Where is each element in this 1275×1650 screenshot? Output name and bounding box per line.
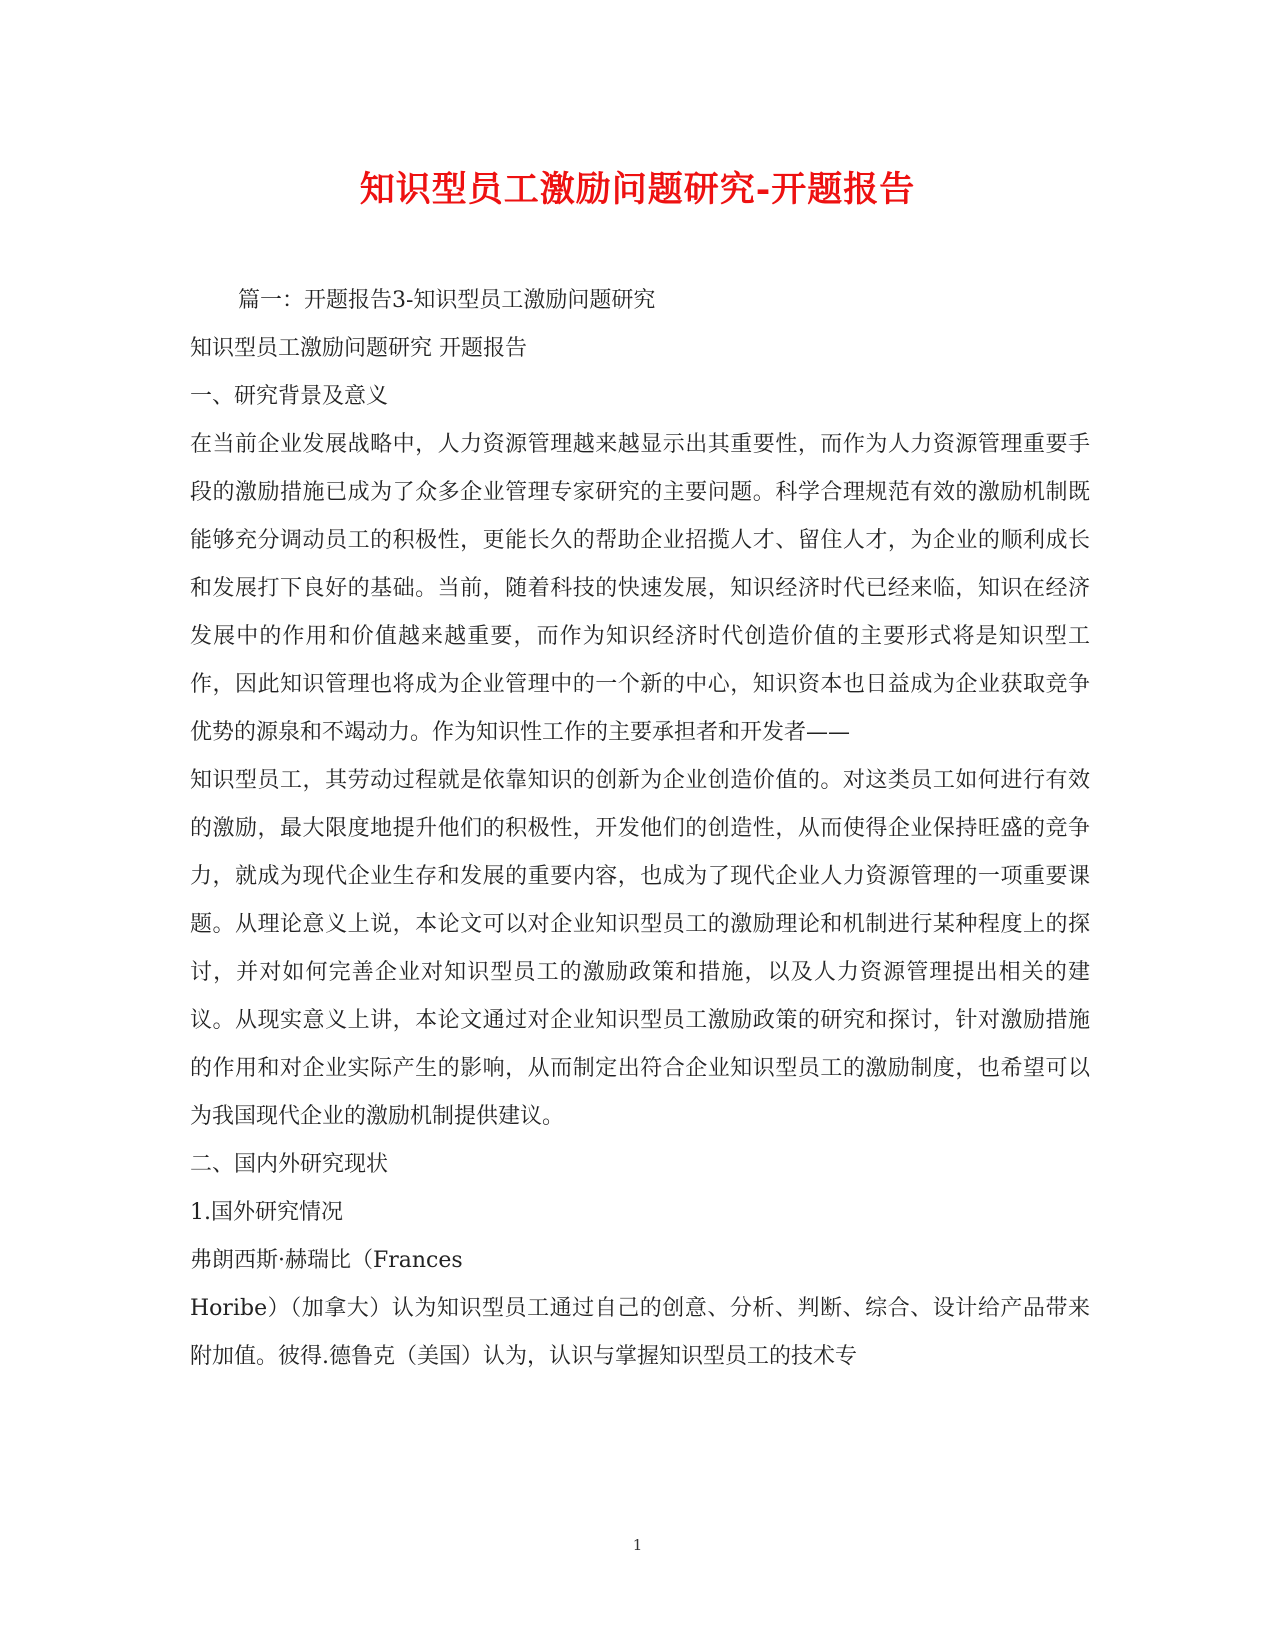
paragraph-knowledge-workers: 知识型员工，其劳动过程就是依靠知识的创新为企业创造价值的。对这类员工如何进行有效的激励，最大限度地提升他们的积极性，开发他们的创造性，从而使得企业保持旺盛的竞争力，就成为现代企业生存和发展的重要内容，也成为了现代企业人力资源管理的一项重要课题。从理论意义上说，本论文可以对企业知识型员工的激励理论和机制进行某种程度上的探讨，并对如何完善企业对知识型员工的激励政策和措施，以及人力资源管理提出相关的建议。从现实意义上讲，本论文通过对企业知识型员工激励政策的研究和探讨，针对激励措施的作用和对企业实际产生的影响，从而制定出符合企业知识型员工的激励制度，也希望可以为我国现代企业的激励机制提供建议。 — [190, 768, 1090, 1129]
paragraph-horibe-continued: Horibe）（加拿大）认为知识型员工通过自己的创意、分析、判断、综合、设计给产品带来附加值。彼得.德鲁克（美国）认为，认识与掌握知识型员工的技术专 — [190, 1296, 1090, 1369]
document-body — [190, 277, 1090, 1381]
section-heading-research-status: 二、国内外研究现状 — [190, 1152, 389, 1177]
section-heading-background: 一、研究背景及意义 — [190, 384, 389, 409]
subsection-heading-foreign-research: 1.国外研究情况 — [190, 1200, 343, 1225]
paragraph-horibe-line-one: 弗朗西斯·赫瑞比（Frances — [190, 1248, 463, 1273]
subheading-part-one: 篇一：开题报告3-知识型员工激励问题研究 — [238, 288, 656, 313]
paragraph-background: 在当前企业发展战略中，人力资源管理越来越显示出其重要性，而作为人力资源管理重要手段的激励措施已成为了众多企业管理专家研究的主要问题。科学合理规范有效的激励机制既能够充分调动员工的积极性，更能长久的帮助企业招揽人才、留住人才，为企业的顺利成长和发展打下良好的基础。当前，随着科技的快速发展，知识经济时代已经来临，知识在经济发展中的作用和价值越来越重要，而作为知识经济时代创造价值的主要形式将是知识型工作，因此知识管理也将成为企业管理中的一个新的中心，知识资本也日益成为企业获取竞争优势的源泉和不竭动力。作为知识性工作的主要承担者和开发者—— — [190, 432, 1090, 745]
page-number: 1 — [632, 1536, 643, 1554]
document-title: 知识型员工激励问题研究-开题报告 — [359, 169, 916, 210]
report-heading: 知识型员工激励问题研究 开题报告 — [190, 336, 527, 361]
